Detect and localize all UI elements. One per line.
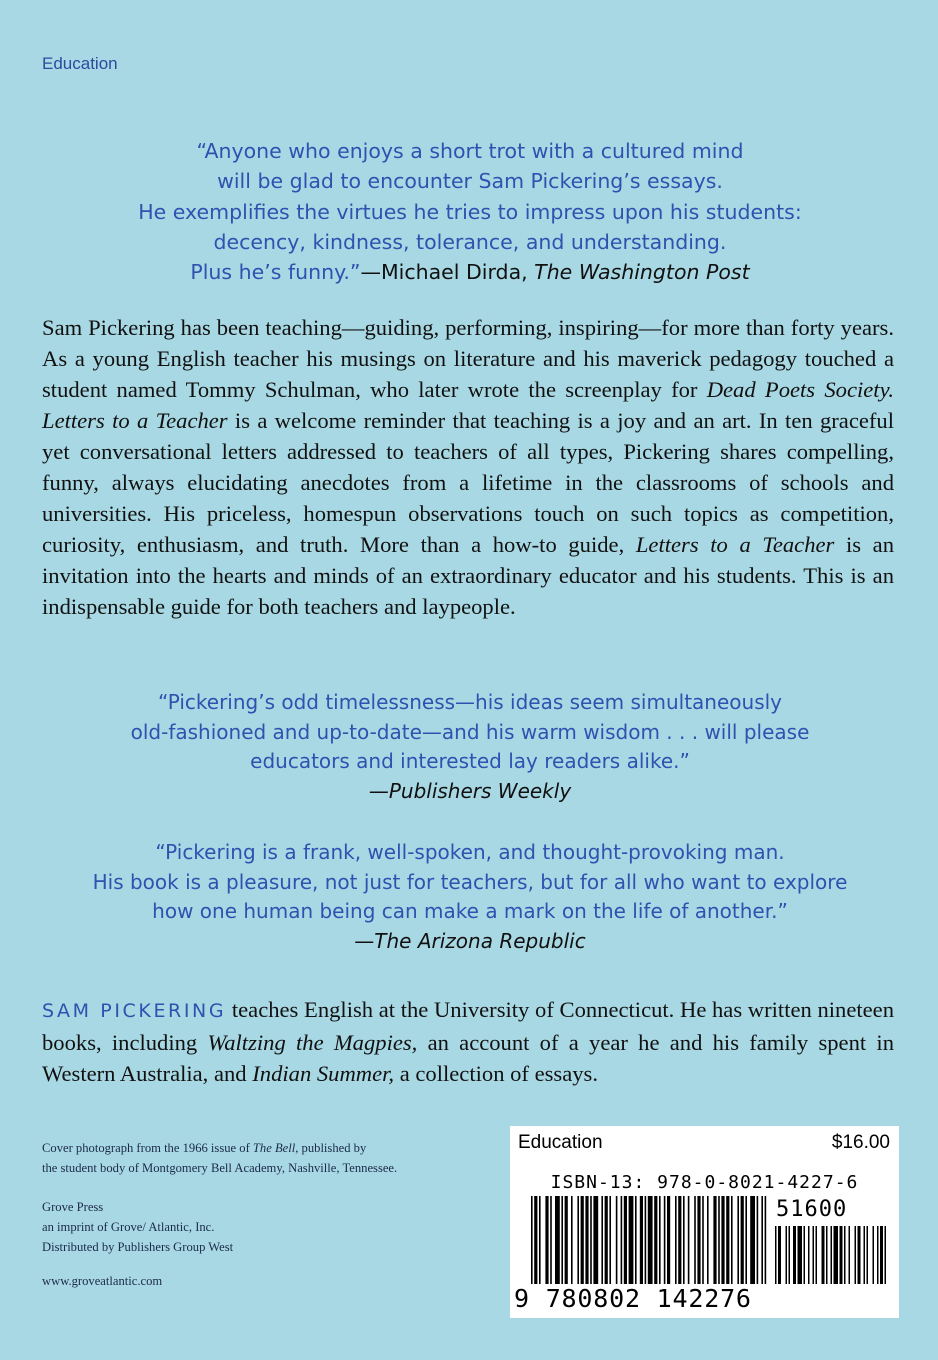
isbn: ISBN-13: 978-0-8021-4227-6	[550, 1172, 859, 1193]
quote-line: will be glad to encounter Sam Pickering’s essays.	[217, 169, 723, 194]
barcode-bar	[585, 1196, 588, 1284]
barcode-addon-bar	[808, 1226, 810, 1284]
quote-line: “Pickering’s odd timelessness—his ideas seem simultaneously	[157, 690, 783, 714]
barcode-addon-bar	[858, 1226, 861, 1284]
barcode-bar	[534, 1196, 537, 1284]
barcode-addon-bar	[826, 1226, 828, 1284]
barcode-addon-bar	[873, 1226, 875, 1284]
publisher-website[interactable]: www.groveatlantic.com	[42, 1274, 163, 1288]
attribution-name: —Michael Dirda,	[360, 260, 535, 285]
film-title: Dead Poets Society.	[706, 377, 894, 402]
quote-line: His book is a pleasure, not just for teachers, but for all who want to explore	[92, 869, 848, 894]
barcode-bar	[550, 1196, 552, 1284]
quote-line: old-fashioned and up-to-date—and his warm wisdom . . . will please	[130, 719, 810, 744]
publisher-info	[42, 1197, 512, 1257]
barcode-addon-bar	[798, 1226, 803, 1284]
barcode-bar	[609, 1196, 611, 1284]
barcode-addon-bar	[822, 1226, 825, 1284]
barcode-bar	[745, 1196, 747, 1284]
barcode-bar	[645, 1196, 647, 1284]
barcode-addon-bar	[885, 1226, 887, 1284]
barcode-bar	[555, 1196, 560, 1284]
barcode-bar	[590, 1196, 592, 1284]
barcode-bar	[571, 1196, 573, 1284]
barcode-bar	[654, 1196, 657, 1284]
barcode-addon-bar	[775, 1226, 777, 1284]
barcode-bar	[702, 1196, 704, 1284]
barcode-bar	[581, 1196, 584, 1284]
author-bio	[42, 994, 894, 1089]
bio-text: teaches English at the University of Connecticut. He has written nineteen books, including	[42, 997, 894, 1055]
description-text: is a welcome reminder that teaching is a joy and an art. In ten graceful yet conversational letters addressed to teachers of all types, Pickering shares compelling, funny, always elucidating anecdotes from a lifetime in the classrooms of schools and universities. His priceless, homespun observations touch on such topics as competition, curiosity, enthusiasm, and truth. More than a how-to guide,	[42, 408, 894, 557]
publisher-distributor: Distributed by Publishers Group West	[42, 1240, 234, 1254]
barcode-addon-bar	[786, 1226, 788, 1284]
barcode-bar	[726, 1196, 729, 1284]
description-text: Sam Pickering has been teaching—guiding, performing, inspiring—for more than forty years. As a young English teacher his musings on literature and his maverick pedagogy touched a student named Tommy Schulman, who later wrote the screenplay for	[42, 315, 894, 402]
barcode-bar	[678, 1196, 681, 1284]
quote-dirda	[40, 136, 900, 287]
barcode-bar	[635, 1196, 637, 1284]
description-text: is an invitation into the hearts and minds of an extraordinary educator and his students. This is an indispensable guide for both teachers and laypeople.	[42, 532, 894, 619]
quote-line: “Pickering is a frank, well-spoken, and thought-provoking man.	[155, 840, 785, 864]
barcode-bar	[765, 1196, 767, 1284]
quote-line: “Anyone who enjoys a short trot with a cultured mind	[196, 139, 744, 163]
barcode-bar	[605, 1196, 608, 1284]
publisher-name: Grove Press	[42, 1200, 104, 1214]
barcode-bar	[616, 1196, 618, 1284]
barcode-addon-bar	[880, 1226, 883, 1284]
credit-text: , published by	[295, 1141, 367, 1155]
bio-text: a collection of essays.	[394, 1061, 598, 1086]
barcode-bar	[737, 1196, 739, 1284]
quote-line: decency, kindness, tolerance, and understanding.	[213, 229, 727, 254]
barcode-bar	[664, 1196, 666, 1284]
barcode-bar	[721, 1196, 724, 1284]
barcode-addon-bar	[804, 1226, 806, 1284]
barcode-bar	[683, 1196, 685, 1284]
barcode-bar	[688, 1196, 690, 1284]
barcode-addon-bar	[877, 1226, 879, 1284]
barcode-bar	[601, 1196, 603, 1284]
barcode-bar	[667, 1196, 670, 1284]
quote-text: Plus he’s funny.”	[190, 260, 361, 285]
barcode-bar	[694, 1196, 696, 1284]
barcode-addon-bar	[831, 1226, 833, 1284]
barcode-addon-digits: 51600	[776, 1197, 848, 1222]
quote-line: He exemplifies the virtues he tries to impress upon his students:	[138, 199, 802, 224]
book-title: Letters to a Teacher	[42, 408, 228, 433]
barcode-bar	[640, 1196, 643, 1284]
credit-line: the student body of Montgomery Bell Academy, Nashville, Tennessee.	[42, 1161, 398, 1175]
barcode-bar	[565, 1196, 568, 1284]
quote-line-last	[40, 257, 900, 287]
barcode-addon-bar	[834, 1226, 839, 1284]
barcode-bar	[561, 1196, 563, 1284]
barcode-bar	[675, 1196, 677, 1284]
credit-line	[42, 1138, 512, 1158]
quote-arizona-republic	[30, 838, 910, 956]
barcode-label	[510, 1126, 899, 1318]
barcode-bar	[545, 1196, 548, 1284]
barcode-bar	[577, 1196, 579, 1284]
barcode-bar	[761, 1196, 763, 1284]
barcode-digits: 9 780802 142276	[514, 1284, 752, 1313]
barcode-addon-bar	[864, 1226, 866, 1284]
quote-line: how one human being can make a mark on the life of another.”	[152, 899, 788, 923]
credit-title: The Bell	[252, 1141, 296, 1155]
barcode-bar	[539, 1196, 541, 1284]
barcode-bar	[750, 1196, 755, 1284]
category-label: Education	[42, 54, 118, 73]
price: $16.00	[831, 1132, 890, 1153]
barcode-bar	[707, 1196, 709, 1284]
barcode-bar	[697, 1196, 700, 1284]
quote-publishers-weekly	[30, 688, 910, 806]
book-description	[42, 312, 894, 622]
credit-text: Cover photograph from the 1966 issue of	[42, 1141, 253, 1155]
quote-attribution: —Publishers Weekly	[368, 778, 572, 803]
quote-line: educators and interested lay readers alike.”	[250, 749, 690, 773]
barcode-bar	[713, 1196, 716, 1284]
barcode-bar	[621, 1196, 623, 1284]
barcode-bar	[629, 1196, 634, 1284]
barcode-bar	[659, 1196, 661, 1284]
publisher-imprint: an imprint of Grove/ Atlantic, Inc.	[42, 1220, 215, 1234]
barcode-bar	[531, 1196, 533, 1284]
barcode-addon-bar	[789, 1226, 791, 1284]
barcode-bar	[648, 1196, 653, 1284]
barcode-addon-bar	[813, 1226, 815, 1284]
barcode-bar	[624, 1196, 627, 1284]
barcode-addon-bar	[849, 1226, 851, 1284]
barcode-addon-bar	[855, 1226, 857, 1284]
barcode-addon-bar	[844, 1226, 846, 1284]
barcode-bar	[741, 1196, 744, 1284]
barcode-addon-bar	[867, 1226, 869, 1284]
bio-text: an account of a year he and his family spent in Western Australia, and	[42, 1030, 894, 1086]
barcode-bar	[593, 1196, 598, 1284]
barcode-addon-bar	[793, 1226, 796, 1284]
barcode-category: Education	[518, 1132, 603, 1153]
barcode-addon-bar	[816, 1226, 818, 1284]
bio-book-title: Indian Summer,	[252, 1061, 395, 1086]
cover-photo-credit	[42, 1138, 512, 1178]
barcode-addon-bar	[840, 1226, 843, 1284]
bio-book-title: Waltzing the Magpies,	[207, 1030, 418, 1055]
quote-attribution: —The Arizona Republic	[354, 928, 586, 953]
book-title: Letters to a Teacher	[635, 532, 835, 557]
barcode-bar	[757, 1196, 759, 1284]
attribution-source: The Washington Post	[534, 260, 750, 285]
author-name: SAM PICKERING	[42, 1000, 227, 1022]
barcode-bar	[731, 1196, 733, 1284]
barcode-bar	[718, 1196, 720, 1284]
barcode-addon-bar	[778, 1226, 781, 1284]
